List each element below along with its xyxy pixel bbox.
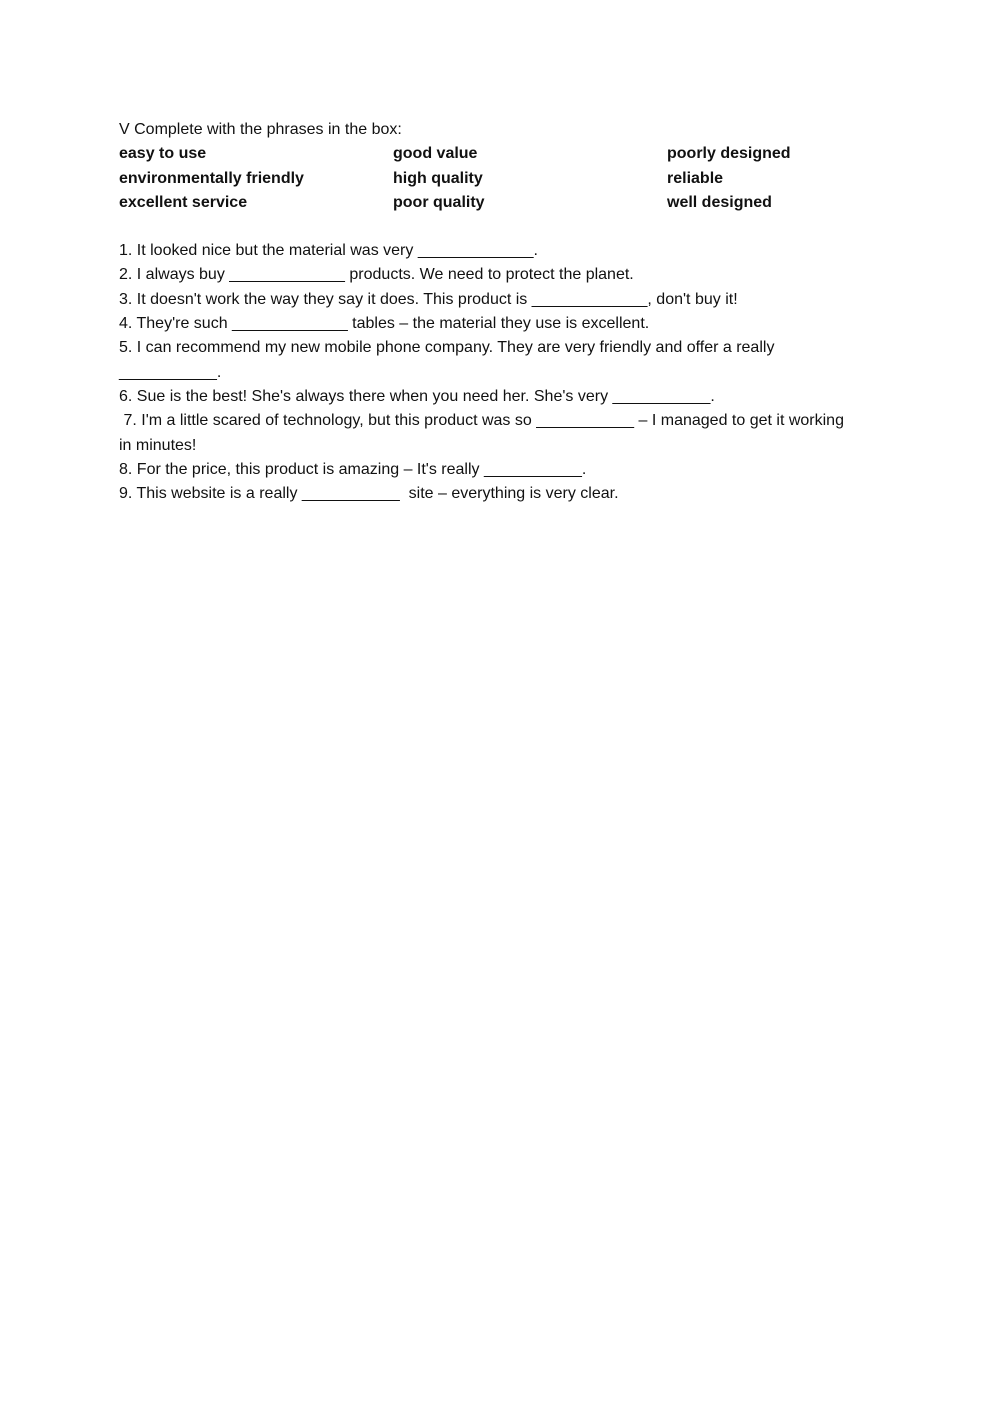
phrase-item: excellent service <box>119 193 248 211</box>
worksheet <box>119 118 859 506</box>
question-5: 5. I can recommend my new mobile phone company. They are very friendly and offer a really ___________. <box>119 339 775 381</box>
phrase-item: reliable <box>667 169 724 187</box>
phrase-item: good value <box>393 145 478 163</box>
phrase-item: easy to use <box>119 145 207 163</box>
phrase-item: environmentally friendly <box>119 169 304 187</box>
question-list <box>119 239 859 506</box>
phrase-item: poorly designed <box>667 145 791 163</box>
question-8: 8. For the price, this product is amazing – It's really ___________. <box>119 460 587 478</box>
question-6: 6. Sue is the best! She's always there when you need her. She's very ___________. <box>119 387 715 405</box>
phrase-item: poor quality <box>393 193 485 211</box>
phrase-item: well designed <box>667 193 772 211</box>
phrase-box <box>119 142 859 215</box>
question-9: 9. This website is a really ___________ site – everything is very clear. <box>119 485 619 503</box>
question-1: 1. It looked nice but the material was very _____________. <box>119 242 538 260</box>
phrase-item: high quality <box>393 169 483 187</box>
instruction-text: V Complete with the phrases in the box: <box>119 121 402 138</box>
question-3: 3. It doesn't work the way they say it does. This product is _____________, don't buy it! <box>119 290 738 308</box>
question-7: 7. I'm a little scared of technology, but this product was so ___________ – I managed to get it working in minutes! <box>119 412 849 454</box>
question-4: 4. They're such _____________ tables – the material they use is excellent. <box>119 315 650 333</box>
question-2: 2. I always buy _____________ products. We need to protect the planet. <box>119 266 634 284</box>
